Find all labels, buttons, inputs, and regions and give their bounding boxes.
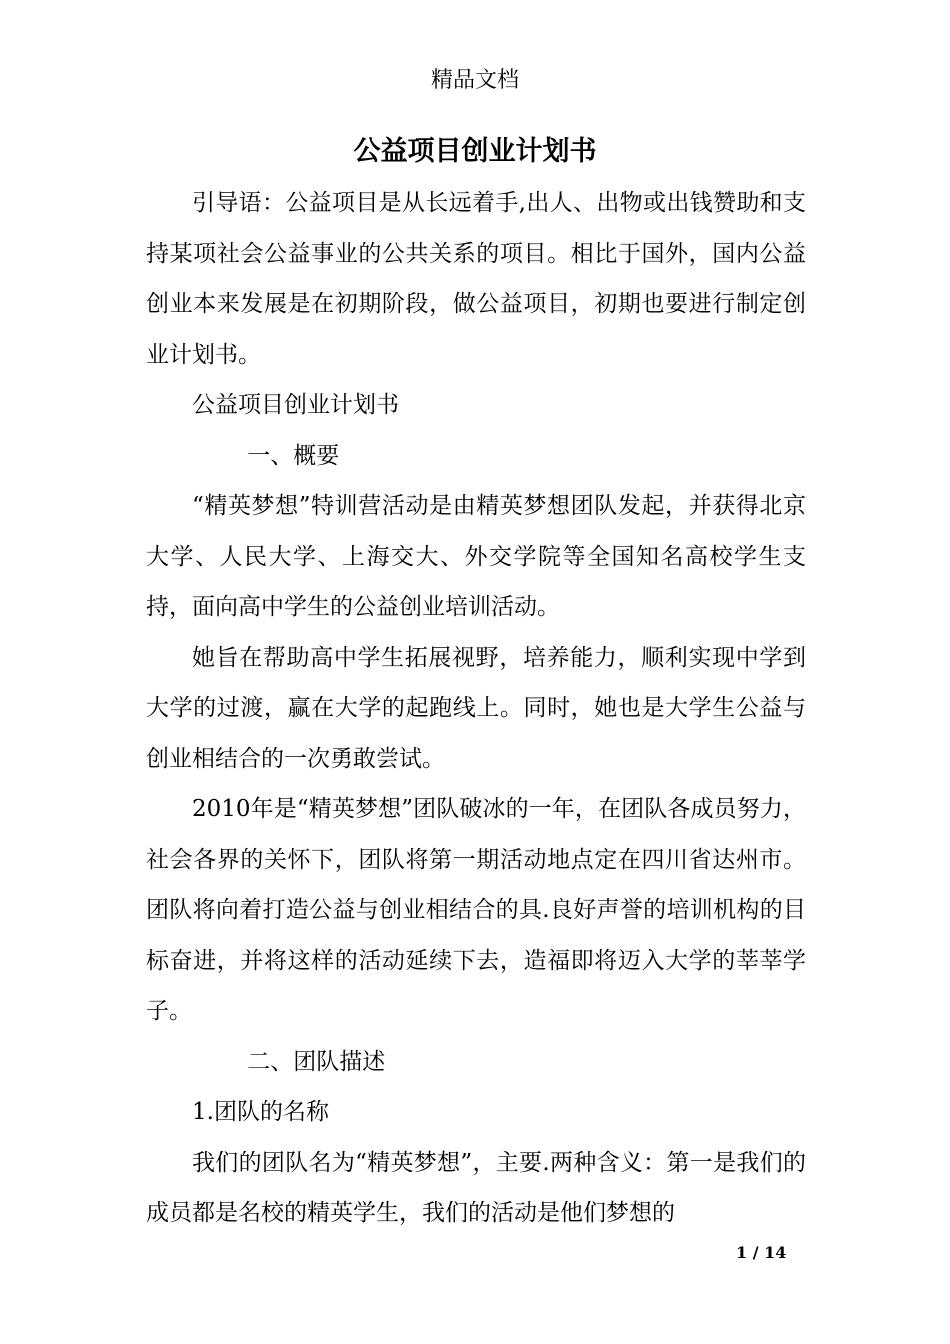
document-title: 公益项目创业计划书 — [353, 136, 597, 167]
subsection-heading-team-name: 1.团队的名称 — [192, 1099, 329, 1125]
section-heading-overview: 一、概要 — [247, 442, 340, 469]
body-paragraph: 我们的团队名为“精英梦想”，主要.两种含义：第一是我们的成员都是名校的精英学生，我们的活动是他们梦想的 — [146, 1149, 806, 1226]
document-body — [146, 178, 806, 1239]
body-paragraph: “精英梦想”特训营活动是由精英梦想团队发起，并获得北京大学、人民大学、上海交大、外交学院等全国知名高校学生支持，面向高中学生的公益创业培训活动。 — [146, 493, 806, 620]
page-header: 精品文档 — [430, 68, 519, 93]
section-heading-plan: 公益项目创业计划书 — [192, 392, 399, 418]
intro-paragraph: 引导语：公益项目是从长远着手,出人、出物或出钱赞助和支持某项社会公益事业的公共关系的项目。相比于国外，国内公益创业本来发展是在初期阶段，做公益项目，初期也要进行制定创业计划书。 — [146, 190, 806, 368]
body-paragraph: 2010年是“精英梦想”团队破冰的一年，在团队各成员努力，社会各界的关怀下，团队将第一期活动地点定在四川省达州市。团队将向着打造公益与创业相结合的具.良好声誉的培训机构的目标奋进，并将这样的活动延续下去，造福即将迈入大学的莘莘学子。 — [146, 796, 806, 1024]
section-heading-team: 二、团队描述 — [247, 1048, 386, 1075]
body-paragraph: 她旨在帮助高中学生拓展视野，培养能力，顺利实现中学到大学的过渡，赢在大学的起跑线上。同时，她也是大学生公益与创业相结合的一次勇敢尝试。 — [146, 644, 806, 772]
page-number: 1 / 14 — [736, 1243, 787, 1262]
